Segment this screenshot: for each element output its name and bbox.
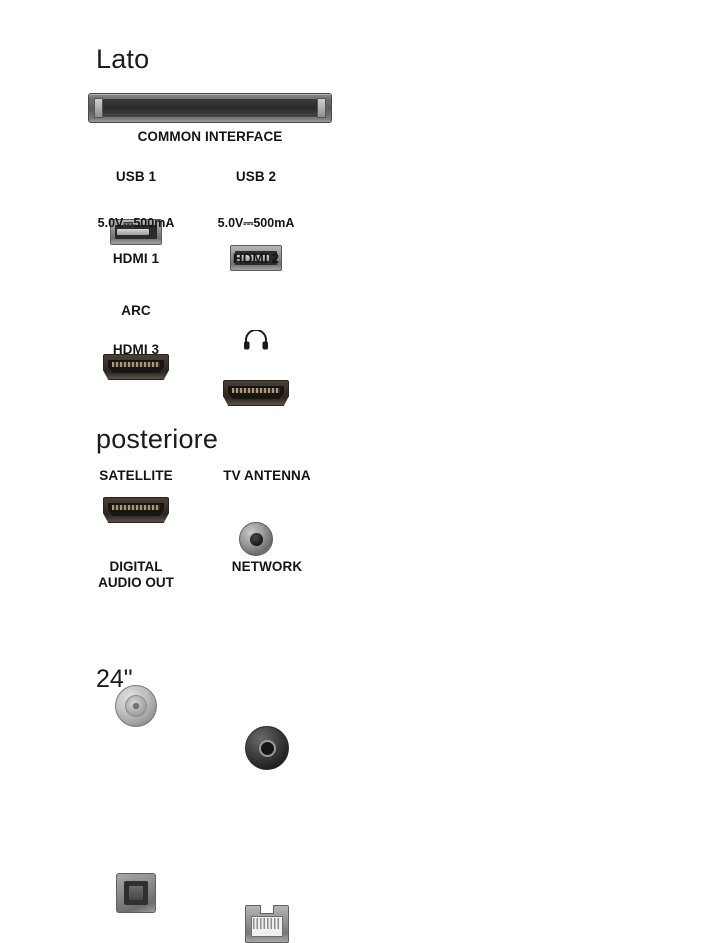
tv-antenna-hole bbox=[259, 740, 276, 757]
optical-core bbox=[129, 886, 143, 900]
ci-slot-tab-right bbox=[317, 98, 326, 118]
hdmi1-pins bbox=[112, 362, 160, 367]
hdmi1-arc-label: ARC bbox=[121, 303, 151, 318]
network-label: NETWORK bbox=[231, 559, 303, 574]
hdmi3-label: HDMI 3 bbox=[112, 342, 160, 357]
usb1-label: USB 1 bbox=[115, 169, 157, 184]
tv-antenna-connector[interactable] bbox=[245, 726, 289, 770]
headphone-icon bbox=[243, 330, 269, 355]
hdmi2-port[interactable] bbox=[223, 380, 289, 406]
hdmi2-pins bbox=[232, 388, 280, 393]
hdmi2-label: HDMI 2 bbox=[232, 251, 280, 266]
digital-audio-out-label-line1: DIGITAL bbox=[109, 559, 163, 574]
ci-slot-tab-left bbox=[94, 98, 103, 118]
rj45-pins bbox=[253, 918, 281, 929]
section-title-side: Lato bbox=[96, 44, 150, 74]
usb2-label: USB 2 bbox=[235, 169, 277, 184]
satellite-label: SATELLITE bbox=[99, 468, 173, 483]
section-title-rear: posteriore bbox=[96, 424, 219, 454]
usb1-spec: 5.0V⎓500mA bbox=[97, 216, 175, 230]
screen-size-label: 24" bbox=[96, 665, 133, 693]
ci-slot-inner bbox=[97, 99, 323, 117]
common-interface-slot[interactable] bbox=[88, 93, 332, 123]
hdmi1-label: HDMI 1 bbox=[112, 251, 160, 266]
hdmi1-port[interactable] bbox=[103, 354, 169, 380]
headphone-jack-port[interactable] bbox=[239, 522, 273, 556]
tv-antenna-label: TV ANTENNA bbox=[223, 468, 311, 483]
network-port[interactable] bbox=[245, 905, 289, 943]
hdmi3-pins bbox=[112, 505, 160, 510]
headphone-jack-hole bbox=[250, 533, 263, 546]
common-interface-label: COMMON INTERFACE bbox=[137, 129, 283, 144]
digital-audio-out-label-line2: AUDIO OUT bbox=[98, 575, 174, 590]
digital-audio-out-port[interactable] bbox=[116, 873, 156, 913]
hdmi3-port[interactable] bbox=[103, 497, 169, 523]
rj45-notch bbox=[260, 905, 274, 914]
usb2-spec: 5.0V⎓500mA bbox=[217, 216, 295, 230]
satellite-pin bbox=[133, 703, 139, 709]
